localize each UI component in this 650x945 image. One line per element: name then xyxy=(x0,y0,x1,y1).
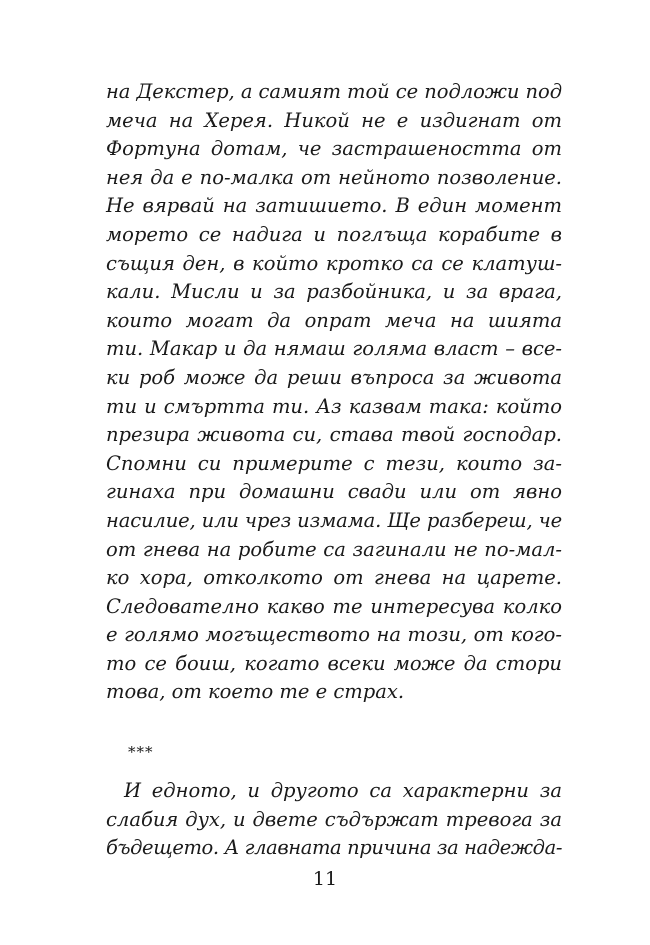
text-line: Спомни си примерите с тези, които за- xyxy=(106,451,562,475)
text-line: морето се надига и поглъща корабите в xyxy=(106,222,562,246)
text-line: ти и смъртта ти. Аз казвам така: който xyxy=(106,394,562,418)
text-line: ти. Макар и да нямаш голяма власт – все- xyxy=(106,337,562,361)
text-line: е голямо могъществото на този, от кого- xyxy=(106,623,562,647)
paragraph-2 xyxy=(106,777,562,863)
page-number: 11 xyxy=(312,868,338,890)
text-line: И едното, и другото са характерни за xyxy=(124,779,562,803)
text-line: от гнева на робите са загинали не по-мал- xyxy=(106,537,562,561)
text-line: бъдещето. А главната причина за надежда- xyxy=(106,836,563,860)
text-line: слабия дух, и двете съдържат тревога за xyxy=(106,807,562,831)
text-line: презира живота си, става твой господар. xyxy=(106,423,562,447)
text-line: то се боиш, когато всеки може да стори xyxy=(106,651,562,675)
text-line: кали. Мисли и за разбойника, и за врага, xyxy=(106,280,562,304)
paragraph-1 xyxy=(106,78,562,707)
section-separator: *** xyxy=(128,743,154,762)
text-line: ки роб може да реши въпроса за живота xyxy=(106,365,562,389)
text-line: същия ден, в който кротко са се клатуш- xyxy=(106,251,562,275)
text-line: които могат да опрат меча на шията xyxy=(106,308,562,332)
text-line: меча на Херея. Никой не е издигнат от xyxy=(106,108,562,132)
text-line: Фортуна дотам, че застрашеността от xyxy=(106,137,562,161)
text-line: Следователно какво те интересува колко xyxy=(106,594,562,618)
text-line: гинаха при домашни свади или от явно xyxy=(106,480,562,504)
page-body xyxy=(106,78,562,863)
text-line: насилие, или чрез измама. Ще разбереш, че xyxy=(106,508,563,532)
text-line: Не вярвай на затишието. В един момент xyxy=(106,194,562,218)
text-line: на Декстер, а самият той се подложи под xyxy=(106,80,563,103)
text-line: ко хора, отколкото от гнева на царете. xyxy=(106,566,562,590)
text-line: това, от което те е страх. xyxy=(106,680,405,704)
text-line: нея да е по-малка от нейното позволение. xyxy=(106,165,562,189)
